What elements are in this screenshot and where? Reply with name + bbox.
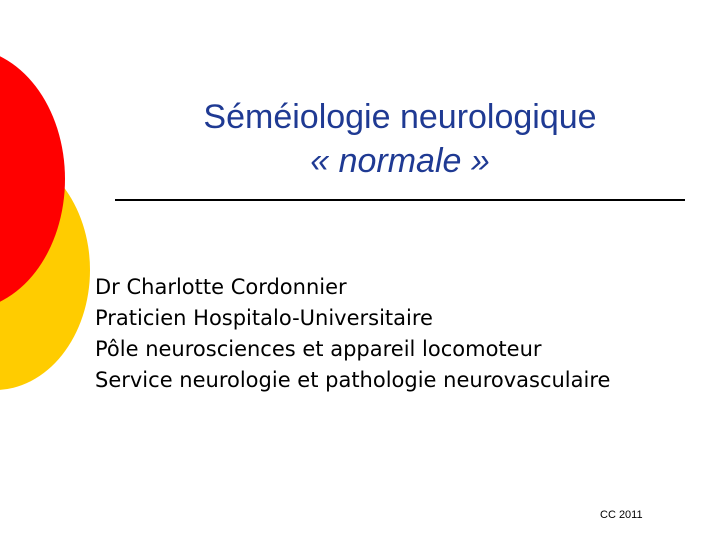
author-position: Praticien Hospitalo-Universitaire	[95, 306, 433, 330]
slide-title	[110, 95, 690, 183]
author-service: Service neurologie et pathologie neurovasculaire	[95, 368, 611, 392]
title-line-2: « normale »	[310, 142, 490, 181]
author-department: Pôle neurosciences et appareil locomoteur	[95, 337, 542, 361]
author-name: Dr Charlotte Cordonnier	[95, 275, 347, 299]
title-line-1: Séméiologie neurologique	[203, 98, 597, 136]
author-info	[95, 272, 715, 396]
footer-label: CC 2011	[600, 509, 643, 521]
title-divider	[115, 199, 685, 201]
